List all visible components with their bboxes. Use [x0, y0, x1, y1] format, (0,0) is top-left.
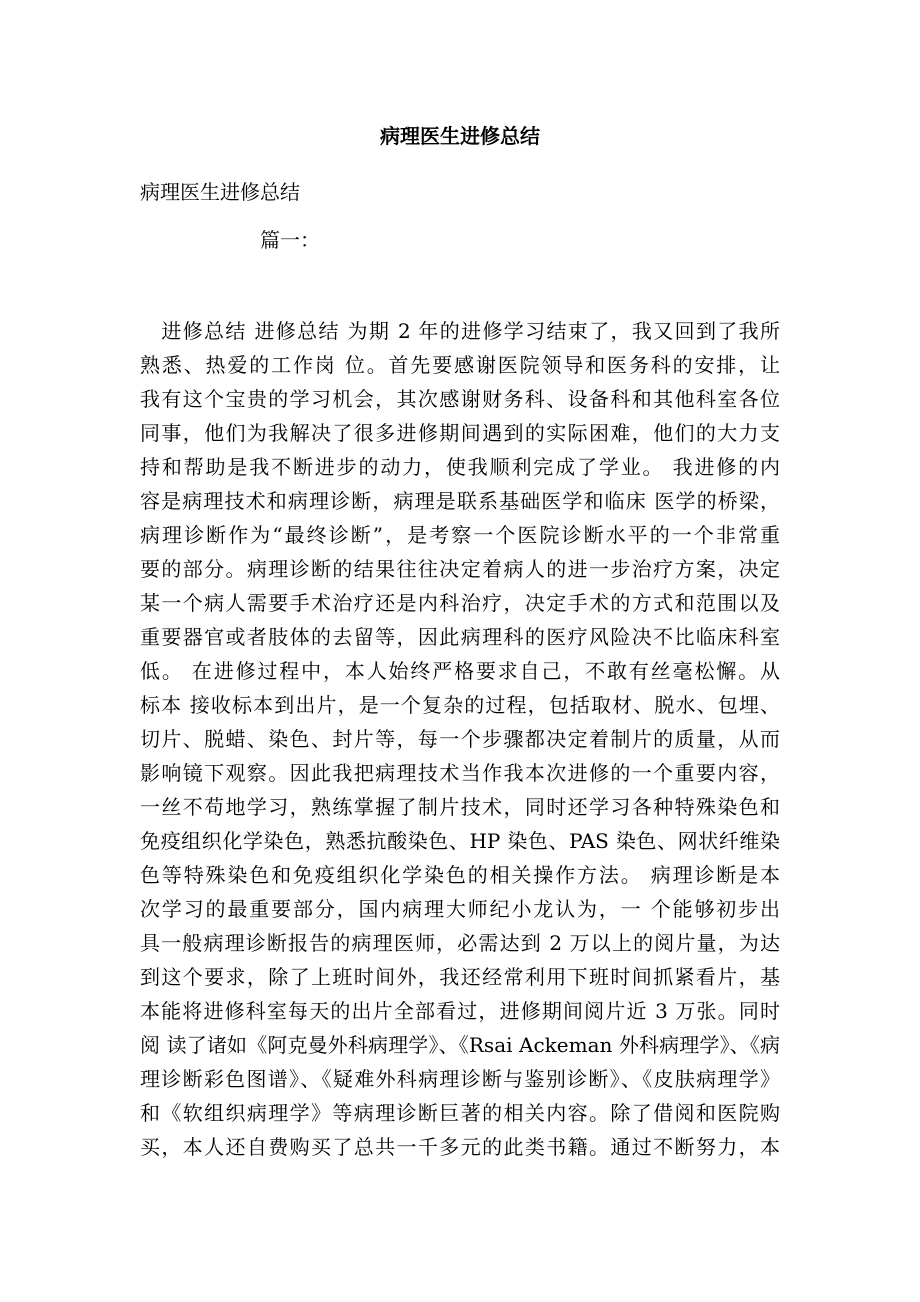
body-line: 本能将进修科室每天的出片全部看过，进修期间阅片近 3 万张。同时 [140, 999, 780, 1023]
body-line: 某一个病人需要手术治疗还是内科治疗，决定手术的方式和范围以及 [140, 591, 780, 615]
body-text [140, 314, 780, 1164]
section-label: 篇一： [260, 228, 320, 252]
body-line: 色等特殊染色和免疫组织化学染色的相关操作方法。 病理诊断是本 [140, 863, 780, 887]
body-line: 要的部分。病理诊断的结果往往决定着病人的进一步治疗方案，决定 [140, 557, 780, 581]
body-line: 阅 读了诸如《阿克曼外科病理学》、《Rsai Ackeman 外科病理学》、《病 [140, 1033, 780, 1057]
body-line: 进修总结 进修总结 为期 2 年的进修学习结束了，我又回到了我所 [140, 319, 780, 343]
body-line: 次学习的最重要部分，国内病理大师纪小龙认为，一 个能够初步出 [140, 897, 780, 921]
document-title: 病理医生进修总结 [380, 124, 540, 148]
body-line: 买，本人还自费购买了总共一千多元的此类书籍。通过不断努力，本 [140, 1135, 780, 1159]
body-line: 低。 在进修过程中，本人始终严格要求自己，不敢有丝毫松懈。从 [140, 659, 780, 683]
body-line: 病理诊断作为“最终诊断”，是考察一个医院诊断水平的一个非常重 [140, 523, 780, 547]
body-line: 我有这个宝贵的学习机会，其次感谢财务科、设备科和其他科室各位 [140, 387, 780, 411]
body-line: 到这个要求，除了上班时间外，我还经常利用下班时间抓紧看片，基 [140, 965, 780, 989]
body-line: 切片、脱蜡、染色、封片等，每一个步骤都决定着制片的质量，从而 [140, 727, 780, 751]
body-line: 容是病理技术和病理诊断，病理是联系基础医学和临床 医学的桥梁， [140, 489, 780, 513]
body-line: 免疫组织化学染色，熟悉抗酸染色、HP 染色、PAS 染色、网状纤维染 [140, 829, 780, 853]
body-line: 同事，他们为我解决了很多进修期间遇到的实际困难，他们的大力支 [140, 421, 780, 445]
body-line: 影响镜下观察。因此我把病理技术当作我本次进修的一个重要内容， [140, 761, 780, 785]
body-line: 理诊断彩色图谱》、《疑难外科病理诊断与鉴别诊断》、《皮肤病理学》 [140, 1067, 780, 1091]
body-line: 持和帮助是我不断进步的动力，使我顺利完成了学业。 我进修的内 [140, 455, 780, 479]
body-line: 具一般病理诊断报告的病理医师，必需达到 2 万以上的阅片量，为达 [140, 931, 780, 955]
body-line: 和《软组织病理学》等病理诊断巨著的相关内容。除了借阅和医院购 [140, 1101, 780, 1125]
body-line: 一丝不苟地学习，熟练掌握了制片技术，同时还学习各种特殊染色和 [140, 795, 780, 819]
body-line: 标本 接收标本到出片，是一个复杂的过程，包括取材、脱水、包埋、 [140, 693, 780, 717]
body-line: 重要器官或者肢体的去留等，因此病理科的医疗风险决不比临床科室 [140, 625, 780, 649]
body-line: 熟悉、热爱的工作岗 位。首先要感谢医院领导和医务科的安排，让 [140, 353, 780, 377]
document-subtitle: 病理医生进修总结 [140, 180, 300, 204]
